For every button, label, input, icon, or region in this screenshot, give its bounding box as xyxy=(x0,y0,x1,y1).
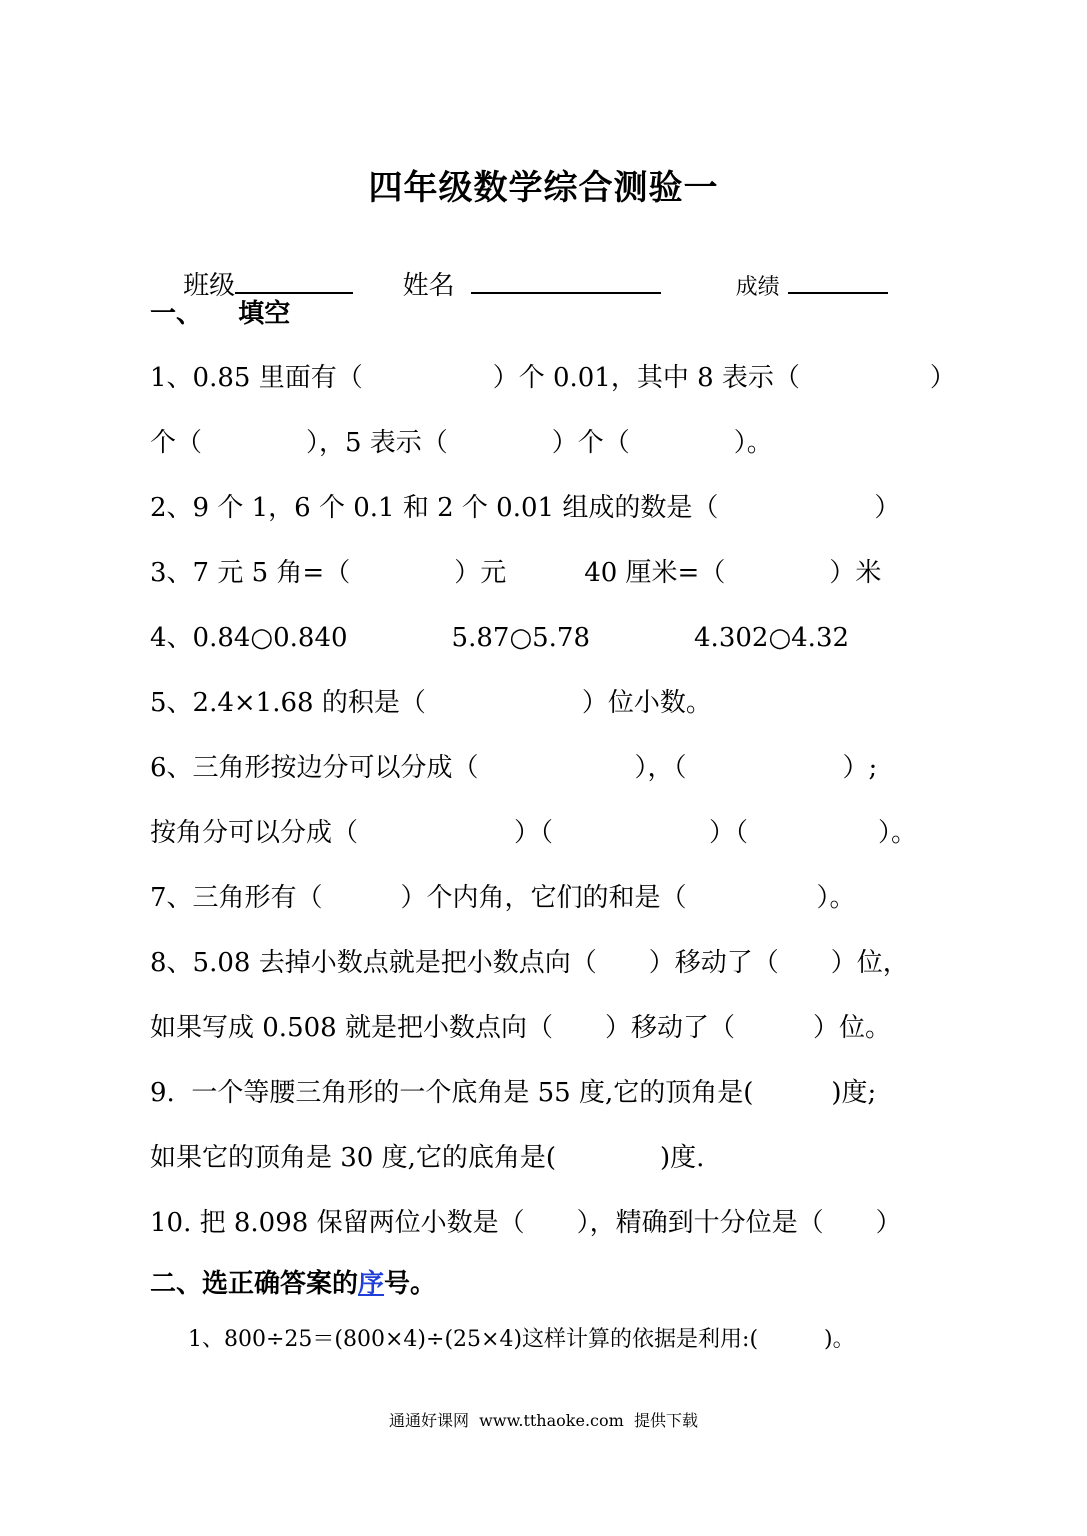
section-2-heading xyxy=(150,1266,436,1302)
question-9-line-2: 如果它的顶角是 30 度,它的底角是( )度. xyxy=(150,1143,705,1173)
question-3: 3、7 元 5 角=（ ）元 40 厘米=（ ）米 xyxy=(150,558,882,588)
question-6-line-1: 6、三角形按边分可以分成（ ），（ ）; xyxy=(150,753,878,783)
question-4: 4、0.84○0.840 5.87○5.78 4.302○4.32 xyxy=(150,623,850,653)
score-label: 成绩 xyxy=(735,275,780,300)
question-1-line-2: 个（ ），5 表示（ ）个（ ）。 xyxy=(150,428,773,458)
section-1-number: 一、 xyxy=(150,299,203,329)
question-7: 7、三角形有（ ）个内角，它们的和是（ ）。 xyxy=(150,883,856,913)
score-field[interactable] xyxy=(788,266,888,294)
section-2-prefix: 二、选正确答案的 xyxy=(150,1269,359,1299)
class-label: 班级 xyxy=(183,271,236,301)
section-1-title: 填空 xyxy=(238,299,291,329)
page-title: 四年级数学综合测验一 xyxy=(368,168,719,208)
question-9-line-1: 9. 一个等腰三角形的一个底角是 55 度,它的顶角是( )度; xyxy=(150,1078,877,1108)
section-2-question-1: 1、800÷25＝(800×4)÷(25×4)这样计算的依据是利用:( )。 xyxy=(188,1327,855,1352)
section-2-link[interactable]: 序 xyxy=(358,1269,385,1299)
section-1-heading xyxy=(150,296,290,332)
question-8-line-1: 8、5.08 去掉小数点就是把小数点向（ ）移动了（ ）位， xyxy=(150,948,909,978)
question-10: 10. 把 8.098 保留两位小数是（ ），精确到十分位是（ ） xyxy=(150,1208,902,1238)
question-5: 5、2.4×1.68 的积是（ ）位小数。 xyxy=(150,688,712,718)
class-field[interactable] xyxy=(235,266,353,294)
section-2-suffix: 号。 xyxy=(384,1269,437,1299)
name-label: 姓名 xyxy=(402,271,455,301)
question-6-line-2: 按角分可以分成（ ）（ ）（ ）。 xyxy=(150,818,918,848)
page-footer: 通通好课网 www.tthaoke.com 提供下载 xyxy=(389,1411,698,1430)
name-field[interactable] xyxy=(471,266,661,294)
question-2: 2、9 个 1，6 个 0.1 和 2 个 0.01 组成的数是（ ） xyxy=(150,493,901,523)
question-1-line-1: 1、0.85 里面有（ ）个 0.01，其中 8 表示（ ） xyxy=(150,363,956,393)
question-8-line-2: 如果写成 0.508 就是把小数点向（ ）移动了（ ）位。 xyxy=(150,1013,891,1043)
